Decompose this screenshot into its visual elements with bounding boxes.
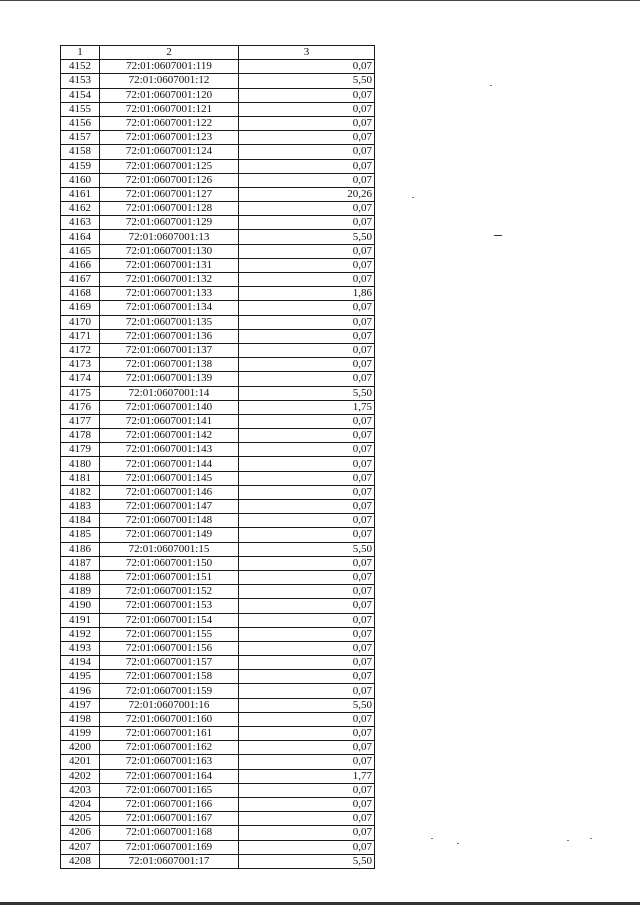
- value-cell: 0,07: [239, 556, 375, 570]
- cadastral-number-cell: 72:01:0607001:121: [100, 102, 239, 116]
- value-cell: 0,07: [239, 216, 375, 230]
- table-row: [61, 202, 375, 216]
- table-row: [61, 698, 375, 712]
- cadastral-number-cell: 72:01:0607001:150: [100, 556, 239, 570]
- value-cell: 0,07: [239, 60, 375, 74]
- scan-speck: [590, 838, 592, 839]
- cadastral-number-cell: 72:01:0607001:147: [100, 500, 239, 514]
- row-number-cell: 4177: [61, 414, 100, 428]
- row-number-cell: 4202: [61, 769, 100, 783]
- table-row: [61, 670, 375, 684]
- row-number-cell: 4154: [61, 88, 100, 102]
- table-row: [61, 429, 375, 443]
- table-row: [61, 613, 375, 627]
- table-row: [61, 797, 375, 811]
- row-number-cell: 4189: [61, 585, 100, 599]
- row-number-cell: 4206: [61, 826, 100, 840]
- value-cell: 0,07: [239, 755, 375, 769]
- cadastral-number-cell: 72:01:0607001:142: [100, 429, 239, 443]
- value-cell: 0,07: [239, 500, 375, 514]
- row-number-cell: 4195: [61, 670, 100, 684]
- value-cell: 5,50: [239, 386, 375, 400]
- row-number-cell: 4157: [61, 131, 100, 145]
- scan-speck: [412, 197, 414, 198]
- value-cell: 0,07: [239, 145, 375, 159]
- row-number-cell: 4162: [61, 202, 100, 216]
- row-number-cell: 4168: [61, 287, 100, 301]
- cadastral-number-cell: 72:01:0607001:165: [100, 783, 239, 797]
- value-cell: 20,26: [239, 187, 375, 201]
- row-number-cell: 4194: [61, 656, 100, 670]
- table-row: [61, 585, 375, 599]
- value-cell: 0,07: [239, 116, 375, 130]
- cadastral-number-cell: 72:01:0607001:167: [100, 812, 239, 826]
- table-row: [61, 599, 375, 613]
- row-number-cell: 4161: [61, 187, 100, 201]
- row-number-cell: 4178: [61, 429, 100, 443]
- cadastral-number-cell: 72:01:0607001:156: [100, 641, 239, 655]
- table-row: [61, 485, 375, 499]
- row-number-cell: 4171: [61, 329, 100, 343]
- value-cell: 0,07: [239, 783, 375, 797]
- cadastral-number-cell: 72:01:0607001:136: [100, 329, 239, 343]
- row-number-cell: 4185: [61, 528, 100, 542]
- value-cell: 0,07: [239, 613, 375, 627]
- cadastral-number-cell: 72:01:0607001:164: [100, 769, 239, 783]
- value-cell: 0,07: [239, 88, 375, 102]
- table-row: [61, 727, 375, 741]
- table-row: [61, 131, 375, 145]
- cadastral-number-cell: 72:01:0607001:143: [100, 443, 239, 457]
- cadastral-number-cell: 72:01:0607001:124: [100, 145, 239, 159]
- table-row: [61, 570, 375, 584]
- value-cell: 0,07: [239, 812, 375, 826]
- cadastral-number-cell: 72:01:0607001:159: [100, 684, 239, 698]
- cadastral-number-cell: 72:01:0607001:144: [100, 457, 239, 471]
- value-cell: 0,07: [239, 599, 375, 613]
- column-header-2: 2: [100, 46, 239, 60]
- table-row: [61, 74, 375, 88]
- row-number-cell: 4207: [61, 840, 100, 854]
- row-number-cell: 4176: [61, 400, 100, 414]
- table-row: [61, 102, 375, 116]
- cadastral-number-cell: 72:01:0607001:166: [100, 797, 239, 811]
- table-row: [61, 116, 375, 130]
- cadastral-number-cell: 72:01:0607001:140: [100, 400, 239, 414]
- cadastral-number-cell: 72:01:0607001:161: [100, 727, 239, 741]
- value-cell: 0,07: [239, 358, 375, 372]
- row-number-cell: 4166: [61, 258, 100, 272]
- cadastral-number-cell: 72:01:0607001:13: [100, 230, 239, 244]
- table-row: [61, 854, 375, 868]
- table-row: [61, 244, 375, 258]
- row-number-cell: 4179: [61, 443, 100, 457]
- row-number-cell: 4198: [61, 712, 100, 726]
- table-row: [61, 712, 375, 726]
- value-cell: 5,50: [239, 74, 375, 88]
- row-number-cell: 4201: [61, 755, 100, 769]
- row-number-cell: 4170: [61, 315, 100, 329]
- table-body: [61, 60, 375, 869]
- table-row: [61, 372, 375, 386]
- table-row: [61, 741, 375, 755]
- row-number-cell: 4172: [61, 343, 100, 357]
- table-row: [61, 329, 375, 343]
- column-header-1: 1: [61, 46, 100, 60]
- table-row: [61, 500, 375, 514]
- cadastral-number-cell: 72:01:0607001:138: [100, 358, 239, 372]
- table-row: [61, 641, 375, 655]
- table-row: [61, 60, 375, 74]
- cadastral-number-cell: 72:01:0607001:158: [100, 670, 239, 684]
- row-number-cell: 4183: [61, 500, 100, 514]
- row-number-cell: 4169: [61, 301, 100, 315]
- row-number-cell: 4192: [61, 627, 100, 641]
- value-cell: 1,86: [239, 287, 375, 301]
- table-row: [61, 826, 375, 840]
- table-row: [61, 386, 375, 400]
- table-row: [61, 343, 375, 357]
- row-number-cell: 4193: [61, 641, 100, 655]
- table-row: [61, 840, 375, 854]
- value-cell: 0,07: [239, 159, 375, 173]
- value-cell: 0,07: [239, 712, 375, 726]
- row-number-cell: 4152: [61, 60, 100, 74]
- table-row: [61, 457, 375, 471]
- cadastral-number-cell: 72:01:0607001:12: [100, 74, 239, 88]
- value-cell: 0,07: [239, 329, 375, 343]
- column-header-3: 3: [239, 46, 375, 60]
- value-cell: 0,07: [239, 372, 375, 386]
- cadastral-number-cell: 72:01:0607001:155: [100, 627, 239, 641]
- cadastral-number-cell: 72:01:0607001:160: [100, 712, 239, 726]
- row-number-cell: 4175: [61, 386, 100, 400]
- value-cell: 0,07: [239, 343, 375, 357]
- row-number-cell: 4197: [61, 698, 100, 712]
- table-row: [61, 187, 375, 201]
- cadastral-number-cell: 72:01:0607001:127: [100, 187, 239, 201]
- value-cell: 5,50: [239, 542, 375, 556]
- row-number-cell: 4205: [61, 812, 100, 826]
- table-row: [61, 471, 375, 485]
- cadastral-number-cell: 72:01:0607001:163: [100, 755, 239, 769]
- cadastral-number-cell: 72:01:0607001:153: [100, 599, 239, 613]
- scan-speck: [494, 235, 502, 236]
- table-row: [61, 216, 375, 230]
- row-number-cell: 4165: [61, 244, 100, 258]
- cadastral-number-cell: 72:01:0607001:169: [100, 840, 239, 854]
- row-number-cell: 4188: [61, 570, 100, 584]
- value-cell: 0,07: [239, 528, 375, 542]
- table-row: [61, 301, 375, 315]
- value-cell: 0,07: [239, 244, 375, 258]
- value-cell: 0,07: [239, 202, 375, 216]
- cadastral-number-cell: 72:01:0607001:134: [100, 301, 239, 315]
- row-number-cell: 4182: [61, 485, 100, 499]
- cadastral-number-cell: 72:01:0607001:129: [100, 216, 239, 230]
- table-row: [61, 173, 375, 187]
- cadastral-number-cell: 72:01:0607001:126: [100, 173, 239, 187]
- table-row: [61, 230, 375, 244]
- row-number-cell: 4164: [61, 230, 100, 244]
- row-number-cell: 4196: [61, 684, 100, 698]
- cadastral-number-cell: 72:01:0607001:15: [100, 542, 239, 556]
- cadastral-number-cell: 72:01:0607001:152: [100, 585, 239, 599]
- cadastral-number-cell: 72:01:0607001:123: [100, 131, 239, 145]
- table-row: [61, 783, 375, 797]
- cadastral-number-cell: 72:01:0607001:149: [100, 528, 239, 542]
- table-row: [61, 812, 375, 826]
- row-number-cell: 4208: [61, 854, 100, 868]
- value-cell: 0,07: [239, 457, 375, 471]
- value-cell: 0,07: [239, 641, 375, 655]
- value-cell: 0,07: [239, 485, 375, 499]
- table-row: [61, 684, 375, 698]
- row-number-cell: 4204: [61, 797, 100, 811]
- cadastral-number-cell: 72:01:0607001:148: [100, 514, 239, 528]
- row-number-cell: 4156: [61, 116, 100, 130]
- cadastral-number-cell: 72:01:0607001:17: [100, 854, 239, 868]
- scan-speck: [431, 838, 433, 839]
- table-row: [61, 656, 375, 670]
- cadastral-number-cell: 72:01:0607001:119: [100, 60, 239, 74]
- row-number-cell: 4187: [61, 556, 100, 570]
- value-cell: 0,07: [239, 585, 375, 599]
- table-row: [61, 88, 375, 102]
- value-cell: 0,07: [239, 429, 375, 443]
- cadastral-number-cell: 72:01:0607001:151: [100, 570, 239, 584]
- value-cell: 0,07: [239, 741, 375, 755]
- value-cell: 5,50: [239, 698, 375, 712]
- row-number-cell: 4180: [61, 457, 100, 471]
- scan-speck: [490, 85, 492, 86]
- value-cell: 0,07: [239, 102, 375, 116]
- cadastral-number-cell: 72:01:0607001:16: [100, 698, 239, 712]
- cadastral-number-cell: 72:01:0607001:139: [100, 372, 239, 386]
- row-number-cell: 4158: [61, 145, 100, 159]
- table-row: [61, 542, 375, 556]
- cadastral-number-cell: 72:01:0607001:157: [100, 656, 239, 670]
- top-scan-rule: [0, 0, 640, 1]
- value-cell: 0,07: [239, 301, 375, 315]
- row-number-cell: 4155: [61, 102, 100, 116]
- value-cell: 0,07: [239, 684, 375, 698]
- value-cell: 0,07: [239, 315, 375, 329]
- cadastral-number-cell: 72:01:0607001:146: [100, 485, 239, 499]
- data-table: [60, 45, 375, 869]
- row-number-cell: 4199: [61, 727, 100, 741]
- table-row: [61, 528, 375, 542]
- table-row: [61, 358, 375, 372]
- value-cell: 0,07: [239, 414, 375, 428]
- value-cell: 5,50: [239, 854, 375, 868]
- cadastral-number-cell: 72:01:0607001:137: [100, 343, 239, 357]
- table-row: [61, 443, 375, 457]
- scan-speck: [567, 840, 569, 841]
- row-number-cell: 4190: [61, 599, 100, 613]
- row-number-cell: 4160: [61, 173, 100, 187]
- row-number-cell: 4167: [61, 273, 100, 287]
- cadastral-number-cell: 72:01:0607001:122: [100, 116, 239, 130]
- value-cell: 0,07: [239, 627, 375, 641]
- table-row: [61, 315, 375, 329]
- cadastral-number-cell: 72:01:0607001:131: [100, 258, 239, 272]
- value-cell: 1,75: [239, 400, 375, 414]
- table-row: [61, 514, 375, 528]
- value-cell: 0,07: [239, 826, 375, 840]
- cadastral-number-cell: 72:01:0607001:130: [100, 244, 239, 258]
- cadastral-number-cell: 72:01:0607001:14: [100, 386, 239, 400]
- value-cell: 0,07: [239, 670, 375, 684]
- scan-speck: [457, 843, 459, 844]
- value-cell: 0,07: [239, 570, 375, 584]
- value-cell: 1,77: [239, 769, 375, 783]
- cadastral-number-cell: 72:01:0607001:120: [100, 88, 239, 102]
- table-row: [61, 769, 375, 783]
- cadastral-number-cell: 72:01:0607001:162: [100, 741, 239, 755]
- value-cell: 0,07: [239, 273, 375, 287]
- row-number-cell: 4159: [61, 159, 100, 173]
- value-cell: 0,07: [239, 131, 375, 145]
- value-cell: 0,07: [239, 656, 375, 670]
- cadastral-number-cell: 72:01:0607001:133: [100, 287, 239, 301]
- row-number-cell: 4153: [61, 74, 100, 88]
- row-number-cell: 4184: [61, 514, 100, 528]
- value-cell: 0,07: [239, 514, 375, 528]
- row-number-cell: 4173: [61, 358, 100, 372]
- value-cell: 0,07: [239, 840, 375, 854]
- cadastral-number-cell: 72:01:0607001:154: [100, 613, 239, 627]
- cadastral-number-cell: 72:01:0607001:125: [100, 159, 239, 173]
- value-cell: 0,07: [239, 471, 375, 485]
- cadastral-number-cell: 72:01:0607001:132: [100, 273, 239, 287]
- value-cell: 0,07: [239, 258, 375, 272]
- row-number-cell: 4191: [61, 613, 100, 627]
- table-row: [61, 400, 375, 414]
- table-row: [61, 145, 375, 159]
- table-row: [61, 755, 375, 769]
- table-row: [61, 287, 375, 301]
- value-cell: 0,07: [239, 727, 375, 741]
- cadastral-number-cell: 72:01:0607001:141: [100, 414, 239, 428]
- table-row: [61, 414, 375, 428]
- row-number-cell: 4174: [61, 372, 100, 386]
- value-cell: 5,50: [239, 230, 375, 244]
- value-cell: 0,07: [239, 797, 375, 811]
- table-row: [61, 159, 375, 173]
- row-number-cell: 4203: [61, 783, 100, 797]
- header-row: [61, 46, 375, 60]
- value-cell: 0,07: [239, 443, 375, 457]
- table-row: [61, 258, 375, 272]
- row-number-cell: 4163: [61, 216, 100, 230]
- table-row: [61, 273, 375, 287]
- cadastral-number-cell: 72:01:0607001:128: [100, 202, 239, 216]
- value-cell: 0,07: [239, 173, 375, 187]
- table-row: [61, 627, 375, 641]
- row-number-cell: 4200: [61, 741, 100, 755]
- row-number-cell: 4181: [61, 471, 100, 485]
- cadastral-number-cell: 72:01:0607001:168: [100, 826, 239, 840]
- cadastral-number-cell: 72:01:0607001:145: [100, 471, 239, 485]
- cadastral-number-cell: 72:01:0607001:135: [100, 315, 239, 329]
- table-row: [61, 556, 375, 570]
- row-number-cell: 4186: [61, 542, 100, 556]
